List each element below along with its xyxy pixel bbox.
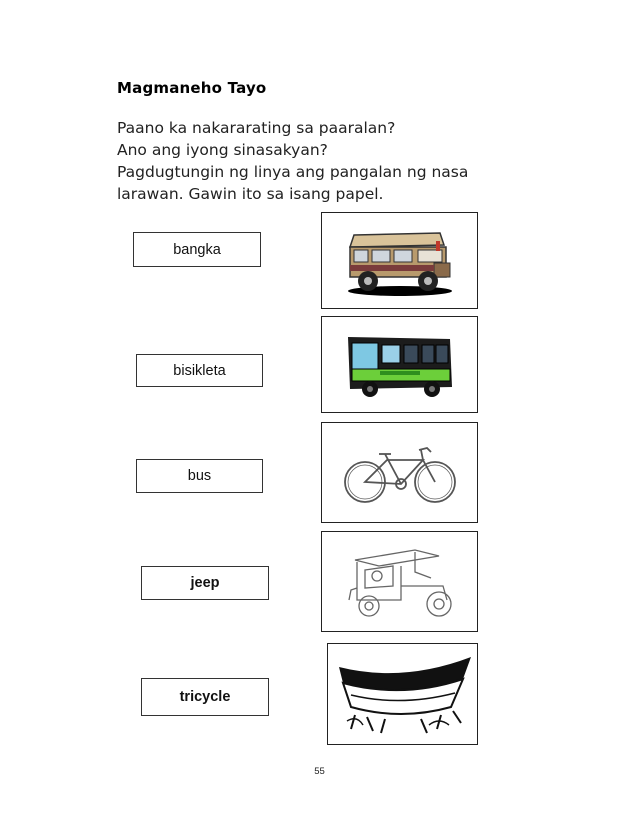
- instruction-line: larawan. Gawin ito sa isang papel.: [117, 185, 384, 203]
- bicycle-icon: [335, 438, 465, 508]
- instruction-line: Paano ka nakararating sa paaralan?: [117, 119, 396, 137]
- picture-tricycle: [321, 531, 478, 632]
- jeepney-icon: [340, 223, 460, 299]
- label-tricycle: tricycle: [141, 678, 269, 716]
- tricycle-icon: [335, 542, 465, 622]
- instructions: [117, 117, 517, 205]
- label-bisikleta: bisikleta: [136, 354, 263, 387]
- picture-boat: [327, 643, 478, 745]
- label-jeep: jeep: [141, 566, 269, 600]
- boat-icon: [333, 649, 473, 739]
- worksheet-title: Magmaneho Tayo: [117, 79, 267, 97]
- label-bangka: bangka: [133, 232, 261, 267]
- page-number: 55: [314, 766, 325, 777]
- instruction-line: Pagdugtungin ng linya ang pangalan ng nasa: [117, 163, 469, 181]
- bus-icon: [340, 327, 460, 403]
- label-bus: bus: [136, 459, 263, 493]
- instruction-line: Ano ang iyong sinasakyan?: [117, 141, 328, 159]
- picture-bus: [321, 316, 478, 413]
- picture-bicycle: [321, 422, 478, 523]
- picture-jeepney: [321, 212, 478, 309]
